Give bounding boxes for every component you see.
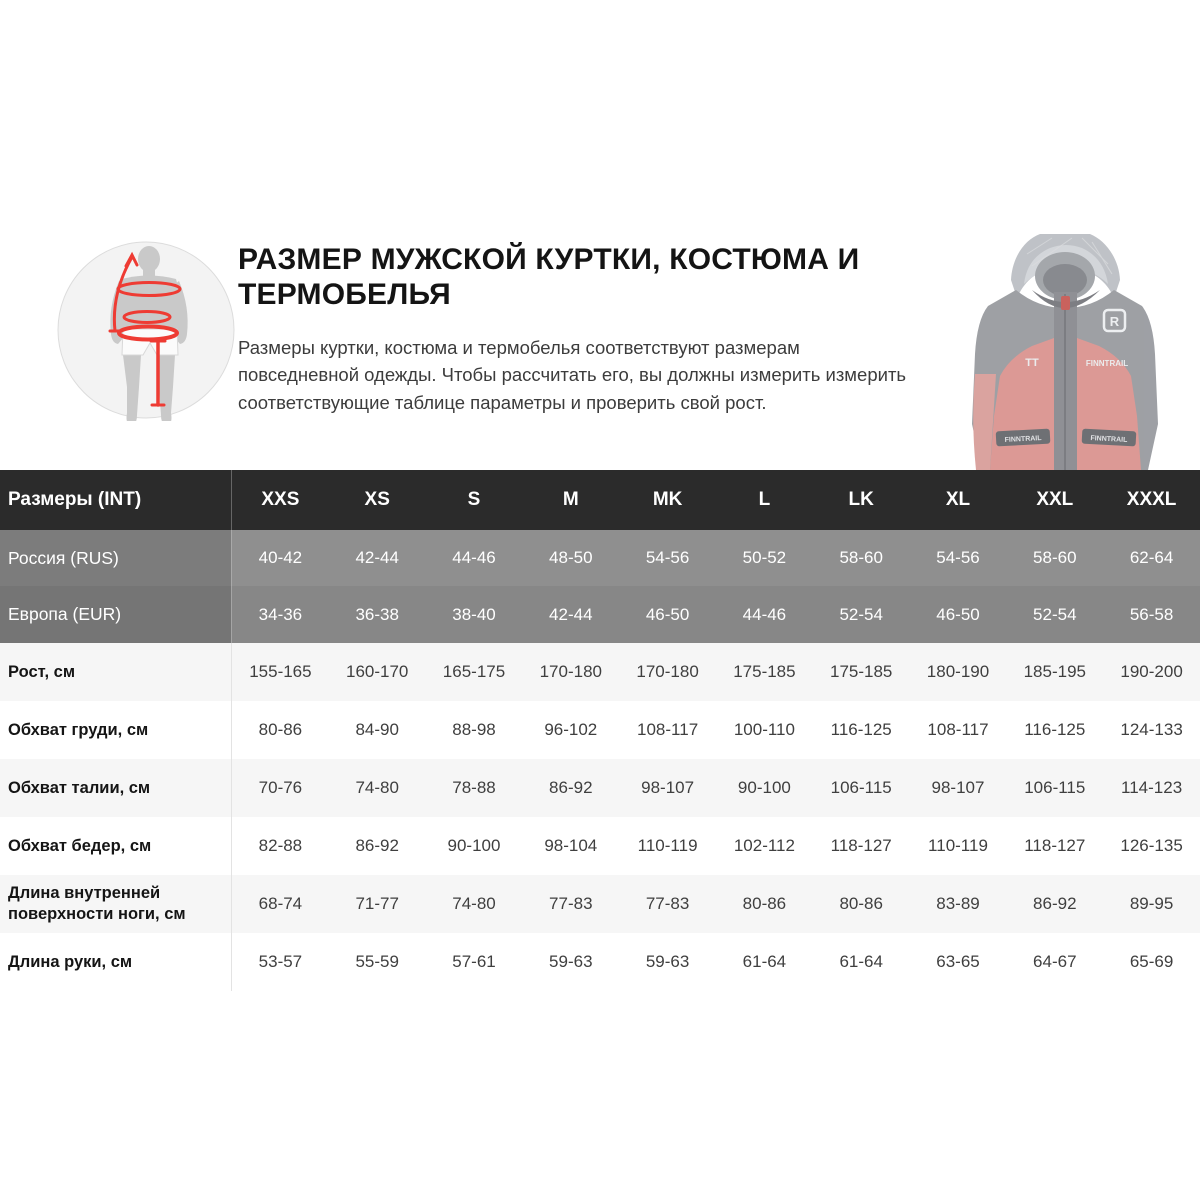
table-cell: 170-180	[539, 662, 602, 681]
table-cell: M	[562, 489, 579, 510]
table-cell: LK	[848, 489, 874, 510]
table-cell: 77-83	[549, 894, 593, 913]
table-cell: XXXL	[1126, 489, 1177, 510]
table-cell: 48-50	[522, 530, 619, 586]
table-cell: XS	[364, 489, 390, 510]
table-cell: 175-185	[733, 662, 796, 681]
table-cell: 46-50	[619, 586, 716, 643]
table-cell: 74-80	[452, 894, 496, 913]
table-cell: 88-98	[452, 720, 496, 739]
table-cell: 57-61	[452, 952, 496, 971]
page-title: РАЗМЕР МУЖСКОЙ КУРТКИ, КОСТЮМА И ТЕРМОБЕЛЬЯ	[238, 243, 860, 311]
table-cell: 124-133	[1120, 720, 1183, 739]
table-cell: 90-100	[737, 778, 791, 797]
row-label: Рост, см	[0, 643, 232, 701]
table-cell: MK	[652, 489, 683, 510]
row-label: Европа (EUR)	[0, 586, 232, 643]
row-label: Длина руки, см	[0, 933, 232, 991]
size-table	[0, 470, 1200, 991]
table-cell: 170-180	[636, 662, 699, 681]
table-cell: 64-67	[1033, 952, 1077, 971]
table-cell: 96-102	[544, 720, 598, 739]
row-label: Длина внутренней поверхности ноги, см	[0, 875, 232, 933]
table-cell: 80-86	[742, 894, 787, 913]
table-cell: 98-104	[544, 836, 598, 855]
measure-row	[0, 875, 1200, 933]
table-cell: 59-63	[549, 952, 593, 971]
table-cell: 118-127	[1024, 836, 1086, 855]
table-cell: 54-56	[619, 530, 716, 586]
table-cell: 80-86	[258, 720, 303, 739]
table-cell: 155-165	[249, 662, 312, 681]
table-cell: 71-77	[355, 894, 399, 913]
table-cell: 68-74	[258, 894, 303, 913]
table-cell: XXL	[1036, 489, 1074, 510]
table-cell: 65-69	[1129, 952, 1174, 971]
jacket-photo	[932, 224, 1200, 470]
table-cell: L	[758, 489, 771, 510]
table-cell: 86-92	[1033, 894, 1077, 913]
table-cell: 90-100	[447, 836, 501, 855]
table-cell: 108-117	[637, 720, 699, 739]
header-text	[238, 243, 938, 417]
table-cell: 118-127	[830, 836, 892, 855]
table-cell: 82-88	[258, 836, 303, 855]
measure-row	[0, 701, 1200, 759]
table-cell: 86-92	[549, 778, 593, 797]
table-cell: 34-36	[232, 586, 329, 643]
table-cell: 52-54	[813, 586, 910, 643]
table-cell: XXS	[261, 489, 300, 510]
table-cell: 180-190	[926, 662, 990, 681]
table-cell: 70-76	[258, 778, 303, 797]
table-cell: 110-119	[928, 836, 988, 855]
table-header-row	[0, 470, 1200, 530]
table-cell: 98-107	[641, 778, 695, 797]
row-label: Размеры (INT)	[0, 470, 232, 530]
row-label: Обхват груди, см	[0, 701, 232, 759]
table-cell: 42-44	[329, 530, 426, 586]
table-cell: 61-64	[839, 952, 883, 971]
table-cell: 185-195	[1023, 662, 1086, 681]
table-cell: 165-175	[442, 662, 506, 681]
jacket-tt-mark: TT	[1025, 357, 1039, 369]
table-cell: 56-58	[1103, 586, 1200, 643]
table-cell: 58-60	[813, 530, 910, 586]
jacket-svg	[932, 224, 1200, 470]
table-cell: 78-88	[452, 778, 496, 797]
header-section	[0, 0, 1200, 470]
table-cell: 63-65	[936, 952, 980, 971]
table-cell: 84-90	[355, 720, 399, 739]
table-cell: 46-50	[910, 586, 1007, 643]
table-cell: 160-170	[346, 662, 409, 681]
jacket-logo-r: R	[1109, 314, 1120, 329]
table-cell: 106-115	[1024, 778, 1086, 797]
table-cell: 77-83	[645, 894, 690, 913]
table-cell: XL	[945, 489, 971, 510]
table-cell: 44-46	[426, 530, 523, 586]
table-cell: 54-56	[910, 530, 1007, 586]
region-row	[0, 530, 1200, 586]
body-diagram-svg	[56, 239, 236, 421]
table-cell: 50-52	[716, 530, 813, 586]
measure-row	[0, 817, 1200, 875]
table-cell: 106-115	[830, 778, 892, 797]
table-cell: 36-38	[329, 586, 426, 643]
table-cell: 98-107	[931, 778, 985, 797]
table-cell: S	[467, 489, 481, 510]
table-cell: 74-80	[355, 778, 399, 797]
table-cell: 102-112	[733, 836, 795, 855]
row-label: Обхват бедер, см	[0, 817, 232, 875]
row-label: Обхват талии, см	[0, 759, 232, 817]
table-cell: 58-60	[1006, 530, 1103, 586]
table-cell: 40-42	[232, 530, 329, 586]
region-row	[0, 586, 1200, 643]
table-cell: 53-57	[258, 952, 303, 971]
body-measurement-diagram-icon	[56, 239, 236, 421]
table-cell: 80-86	[839, 894, 883, 913]
table-cell: 116-125	[830, 720, 892, 739]
table-cell: 42-44	[522, 586, 619, 643]
table-cell: 110-119	[637, 836, 698, 855]
table-cell: 55-59	[355, 952, 399, 971]
table-cell: 83-89	[936, 894, 980, 913]
table-cell: 52-54	[1006, 586, 1103, 643]
table-cell: 114-123	[1121, 778, 1183, 797]
table-cell: 86-92	[355, 836, 399, 855]
page-description: Размеры куртки, костюма и термобелья соответствуют размерам повседневной одежды. Чтобы рассчитать его, вы должны измерить измерить соответствующие таблице параметры и проверить свой рост.	[238, 336, 907, 414]
table-cell: 190-200	[1120, 662, 1183, 681]
table-cell: 126-135	[1120, 836, 1183, 855]
measure-row	[0, 933, 1200, 991]
table-cell: 59-63	[645, 952, 690, 971]
svg-text:FINNTRAIL: FINNTRAIL	[1004, 435, 1042, 444]
measure-row	[0, 759, 1200, 817]
table-cell: 61-64	[742, 952, 787, 971]
table-cell: 116-125	[1024, 720, 1086, 739]
table-cell: 89-95	[1129, 894, 1174, 913]
table-cell: 38-40	[426, 586, 523, 643]
table-cell: 44-46	[716, 586, 813, 643]
table-cell: 100-110	[733, 720, 795, 739]
svg-text:FINNTRAIL: FINNTRAIL	[1090, 435, 1128, 444]
table-cell: 175-185	[830, 662, 893, 681]
row-label: Россия (RUS)	[0, 530, 232, 586]
table-cell: 108-117	[927, 720, 989, 739]
measure-row	[0, 643, 1200, 701]
jacket-brand-text: FINNTRAIL	[1085, 359, 1129, 368]
table-cell: 62-64	[1103, 530, 1200, 586]
